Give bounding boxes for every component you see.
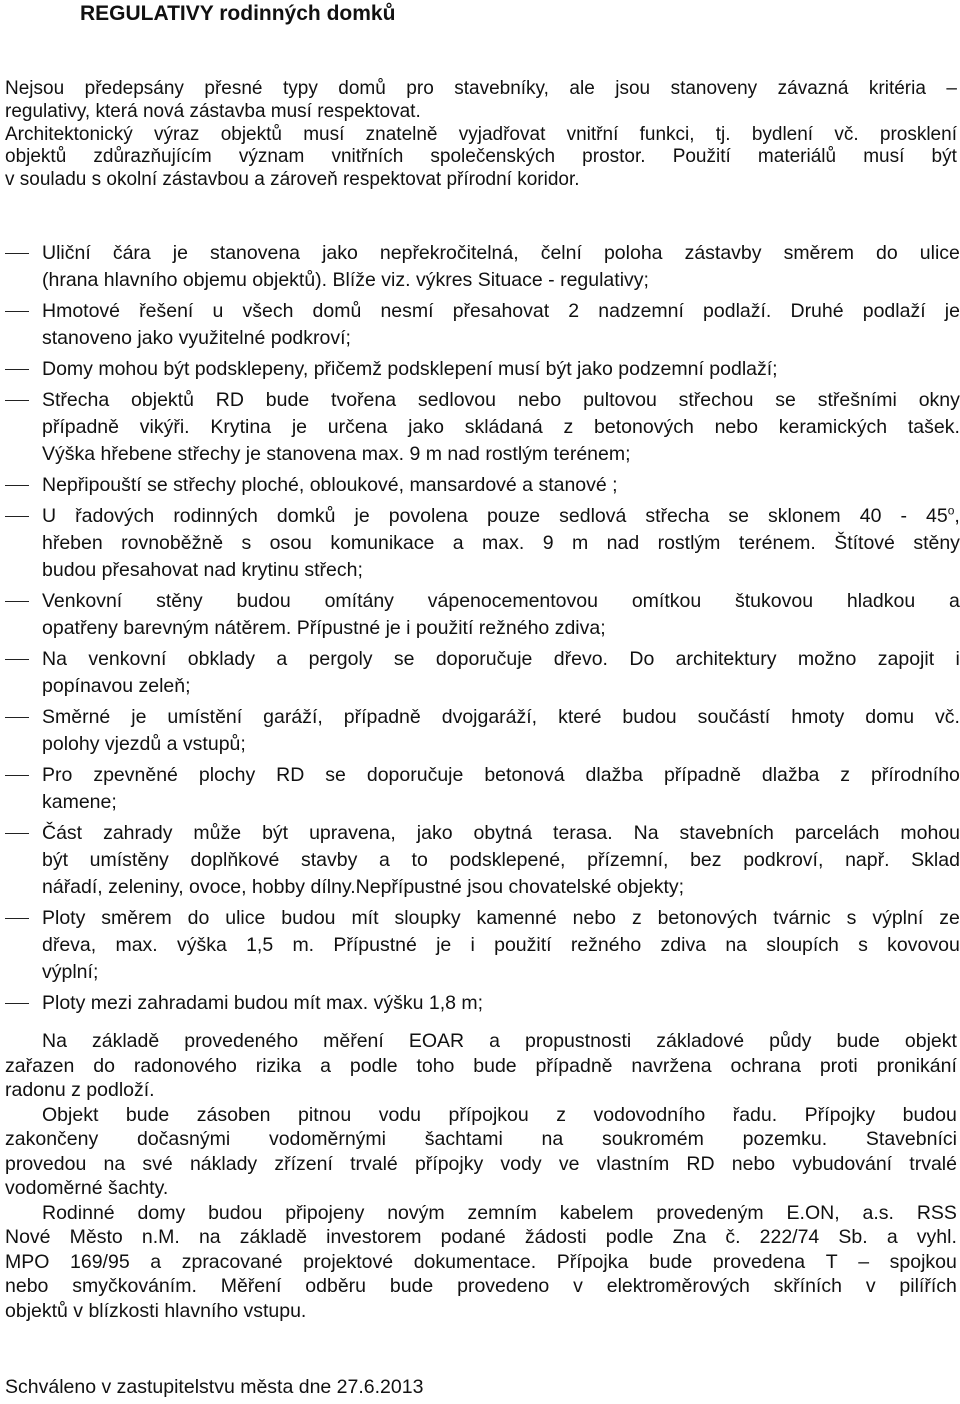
list-item-line: být umístěny doplňkové stavby a to podsklepené, přízemní, bez podkroví, např. Sklad — [42, 849, 960, 871]
list-item — [0, 356, 960, 383]
paragraph-line: zařazen do radonového rizika a podle toho bude případně navržena ochrana proti pronikání — [5, 1054, 957, 1077]
paragraph — [5, 1103, 957, 1201]
dash-bullet-icon — [5, 400, 29, 401]
list-item-line: Směrné je umístění garáží, případně dvojgaráží, které budou součástí hmoty domu vč. — [42, 706, 960, 728]
paragraphs — [5, 1029, 957, 1323]
list-item-line: Střecha objektů RD bude tvořena sedlovou nebo pultovou střechou se střešními okny — [42, 389, 960, 411]
list-item — [0, 298, 960, 352]
list-item-line: kamene; — [42, 791, 117, 813]
dash-bullet-icon — [5, 601, 29, 602]
list-item-line: výplní; — [42, 961, 99, 983]
list-item — [0, 588, 960, 642]
list-item — [0, 646, 960, 700]
dash-bullet-icon — [5, 659, 29, 660]
paragraph — [5, 1029, 957, 1103]
dash-bullet-icon — [5, 717, 29, 718]
regulations-list — [0, 240, 960, 1021]
list-item — [0, 905, 960, 986]
paragraph-line: Rodinné domy budou připojeny novým zemním kabelem provedeným E.ON, a.s. RSS — [42, 1201, 957, 1224]
paragraph-line: MPO 169/95 a zpracované projektové dokumentace. Přípojka bude provedena T – spojkou — [5, 1250, 957, 1273]
paragraph — [5, 1201, 957, 1324]
paragraph-line: nebo smyčkováním. Měření odběru bude provedeno v elektroměrových skříních v pilířích — [5, 1275, 957, 1297]
dash-bullet-icon — [5, 918, 29, 919]
list-item — [0, 990, 960, 1017]
approval-note: Schváleno v zastupitelstvu města dne 27.6.2013 — [5, 1376, 424, 1398]
intro-line: Nejsou předepsány přesné typy domů pro stavebníky, ale jsou stanoveny závazná kritéria – — [5, 78, 957, 99]
list-item-line: případně vikýři. Krytina je určena jako skládaná z betonových nebo keramických tašek. — [42, 416, 960, 438]
paragraph-line: Na základě provedeného měření EOAR a propustnosti základové půdy bude objekt — [42, 1030, 957, 1052]
list-item-line: budou přesahovat nad krytinu střech; — [42, 559, 363, 581]
dash-bullet-icon — [5, 369, 29, 370]
list-item-line: popínavou zeleň; — [42, 675, 191, 697]
dash-bullet-icon — [5, 516, 29, 517]
paragraph-line: Nové Město n.M. na základě investorem podané žádosti podle Zna č. 222/74 Sb. a vyhl. — [5, 1226, 957, 1248]
list-item-line: dřeva, max. výška 1,5 m. Přípustné je i použití režného zdiva na sloupích s kovovou — [42, 934, 960, 956]
list-item-line: Nepřipouští se střechy ploché, obloukové, mansardové a stanové ; — [42, 474, 618, 496]
dash-bullet-icon — [5, 833, 29, 834]
list-item — [0, 704, 960, 758]
list-item-line: nářadí, zeleniny, ovoce, hobby dílny.Nepřípustné jsou chovatelské objekty; — [42, 876, 685, 898]
list-item-line: U řadových rodinných domků je povolena pouze sedlová střecha se sklonem 40 - 45$^o$, — [42, 503, 960, 527]
list-item-line: Na venkovní obklady a pergoly se doporučuje dřevo. Do architektury možno zapojit i — [42, 648, 960, 670]
dash-bullet-icon — [5, 1003, 29, 1004]
paragraph-line: vodoměrné šachty. — [5, 1177, 169, 1199]
list-item-line: Uliční čára je stanovena jako nepřekročitelná, čelní poloha zástavby směrem do ulice — [42, 242, 960, 264]
list-item-line: Část zahrady může být upravena, jako obytná terasa. Na stavebních parcelách mohou — [42, 822, 960, 844]
dash-bullet-icon — [5, 775, 29, 776]
list-item-line: Pro zpevněné plochy RD se doporučuje betonová dlažba případně dlažba z přírodního — [42, 764, 960, 786]
paragraph-line: objektů v blízkosti hlavního vstupu. — [5, 1299, 307, 1322]
list-item — [0, 762, 960, 816]
list-item — [0, 503, 960, 584]
list-item-line: Výška hřebene střechy je stanovena max. 9 m nad rostlým terénem; — [42, 443, 631, 465]
list-item — [0, 472, 960, 499]
list-item-line: (hrana hlavního objemu objektů). Blíže viz. výkres Situace - regulativy; — [42, 269, 649, 291]
list-item-line: Ploty směrem do ulice budou mít sloupky kamenné nebo z betonových tvárnic s výplní ze — [42, 907, 960, 929]
dash-bullet-icon — [5, 311, 29, 312]
intro-text — [5, 78, 957, 192]
paragraph-line: Objekt bude zásoben pitnou vodu přípojkou z vodovodního řadu. Přípojky budou — [42, 1103, 957, 1126]
list-item-line: opatřeny barevným nátěrem. Přípustné je i použití režného zdiva; — [42, 617, 606, 639]
list-item-line: hřeben rovnoběžně s osou komunikace a max. 9 m nad rostlým terénem. Štítové stěny — [42, 532, 960, 554]
list-item — [0, 240, 960, 294]
intro-line: objektů zdůrazňujícím význam vnitřních společenských prostor. Použití materiálů musí být — [5, 146, 957, 168]
list-item-line: Ploty mezi zahradami budou mít max. výšku 1,8 m; — [42, 992, 484, 1014]
intro-line: v souladu s okolní zástavbou a zároveň respektovat přírodní koridor. — [5, 169, 580, 191]
intro-line: Architektonický výraz objektů musí znatelně vyjadřovat vnitřní funkci, tj. bydlení vč. prosklení — [5, 123, 957, 145]
list-item-line: stanoveno jako využitelné podkroví; — [42, 327, 351, 349]
paragraph-line: provedou na své náklady zřízení trvalé přípojky vody ve vlastním RD nebo vybudování trvalé — [5, 1152, 957, 1175]
list-item — [0, 387, 960, 468]
list-item-line: Venkovní stěny budou omítány vápenocementovou omítkou štukovou hladkou a — [42, 590, 960, 612]
dash-bullet-icon — [5, 253, 29, 254]
paragraph-line: zakončeny dočasnými vodoměrnými šachtami na soukromém pozemku. Stavebníci — [5, 1128, 957, 1150]
document-title: REGULATIVY rodinných domků — [80, 2, 396, 25]
list-item-line: Hmotové řešení u všech domů nesmí přesahovat 2 nadzemní podlaží. Druhé podlaží je — [42, 300, 960, 322]
list-item — [0, 820, 960, 901]
dash-bullet-icon — [5, 485, 29, 486]
intro-line: regulativy, která nová zástavba musí respektovat. — [5, 100, 421, 122]
list-item-line: Domy mohou být podsklepeny, přičemž podsklepení musí být jako podzemní podlaží; — [42, 358, 778, 380]
paragraph-line: radonu z podloží. — [5, 1079, 155, 1101]
list-item-line: polohy vjezdů a vstupů; — [42, 733, 246, 755]
